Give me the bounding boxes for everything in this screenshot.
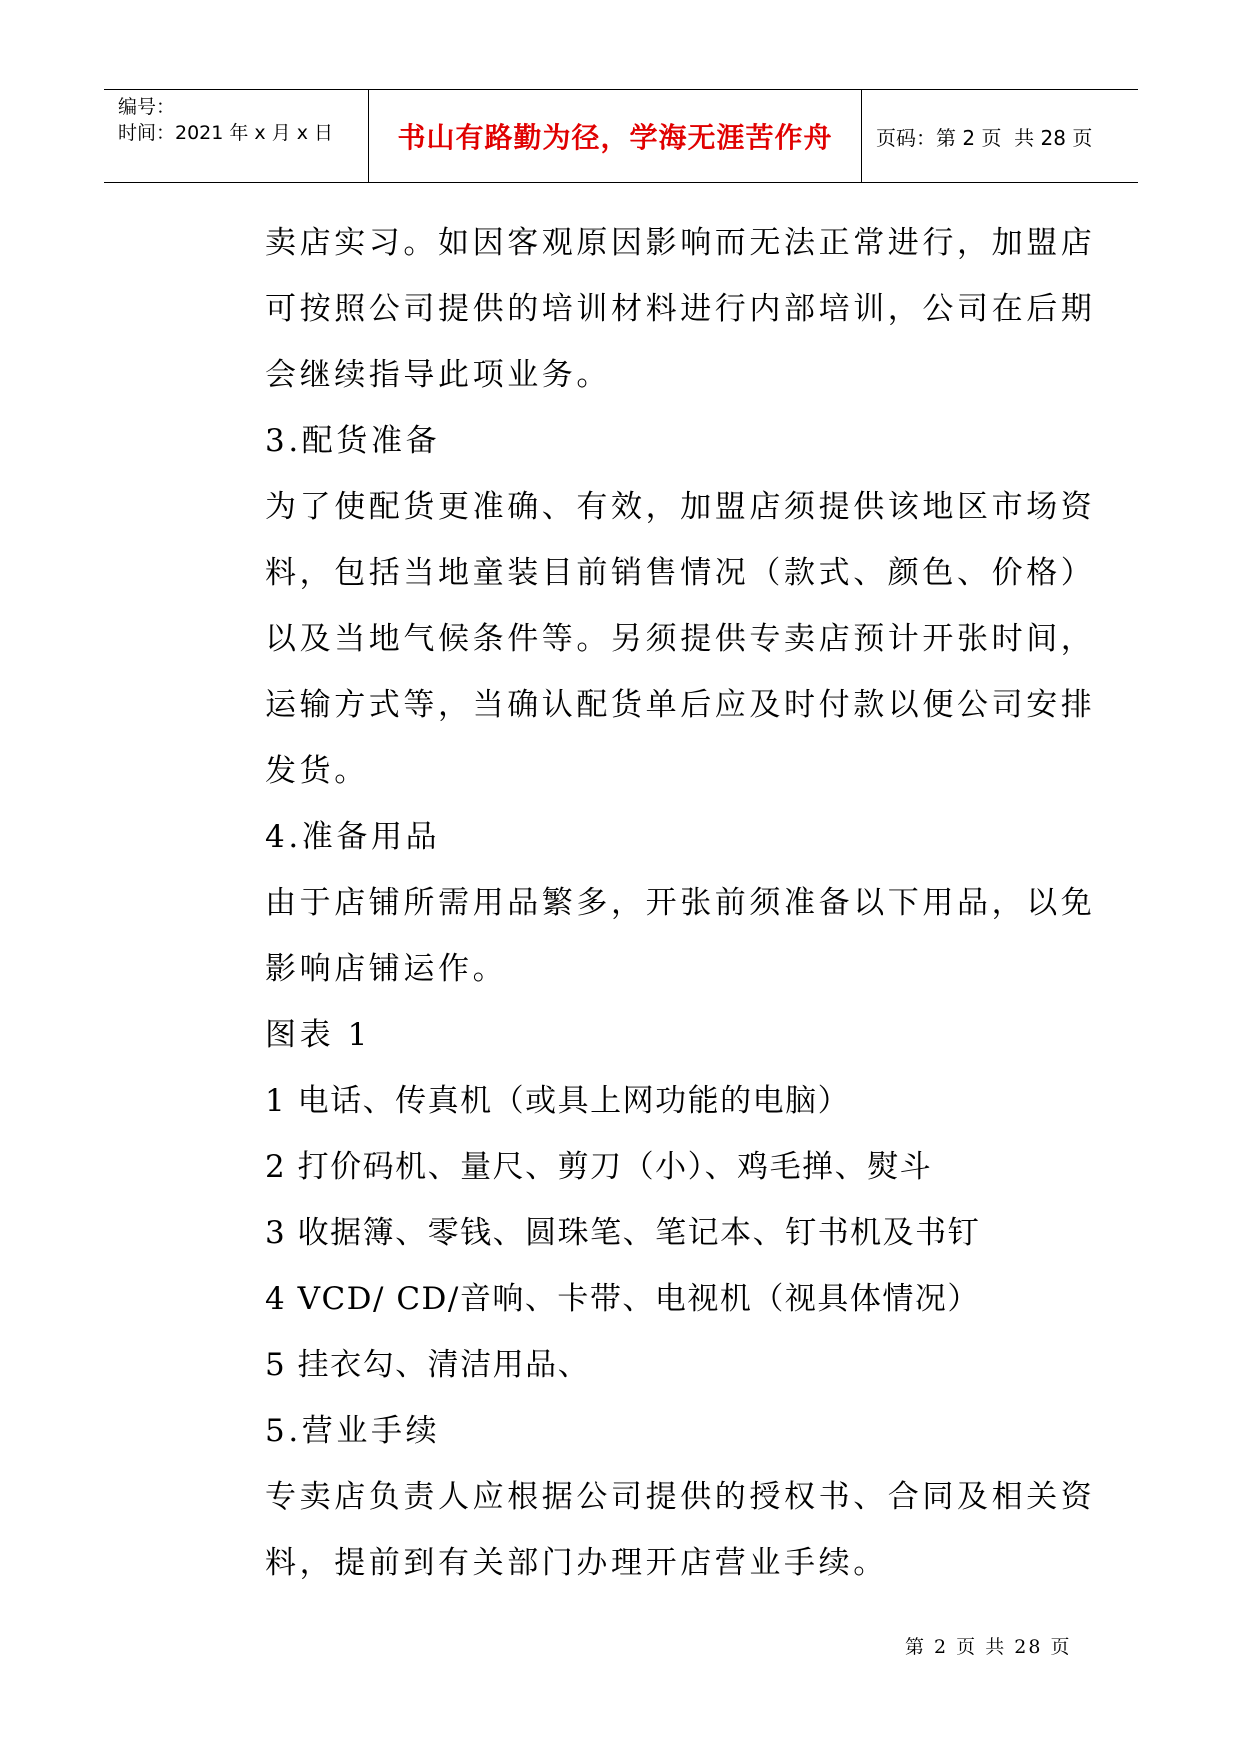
- list-item: 1 电话、传真机（或具上网功能的电脑）: [265, 1083, 851, 1119]
- section-heading: 5.营业手续: [265, 1413, 441, 1449]
- body-line: 由于店铺所需用品繁多，开张前须准备以下用品，以免: [265, 885, 1096, 921]
- body-line: 为了使配货更准确、有效，加盟店须提供该地区市场资: [265, 489, 1096, 525]
- list-item: 4 VCD/ CD/音响、卡带、电视机（视具体情况）: [265, 1281, 980, 1317]
- section-heading: 4.准备用品: [265, 819, 441, 855]
- document-body: [265, 210, 1096, 1596]
- header-meta: [104, 90, 369, 182]
- list-item: 2 打价码机、量尺、剪刀（小）、鸡毛掸、熨斗: [265, 1149, 933, 1185]
- body-line: 以及当地气候条件等。另须提供专卖店预计开张时间，: [265, 621, 1096, 657]
- page-header: [104, 89, 1138, 183]
- body-line: 料，包括当地童装目前销售情况（款式、颜色、价格）: [265, 555, 1096, 591]
- body-line: 会继续指导此项业务。: [265, 357, 611, 393]
- body-line: 可按照公司提供的培训材料进行内部培训，公司在后期: [265, 291, 1096, 327]
- header-page-info-text: 页码：第 2 页 共 28 页: [876, 125, 1093, 150]
- section-heading: 3.配货准备: [265, 423, 441, 459]
- header-page-info: [862, 90, 1138, 182]
- body-line: 发货。: [265, 753, 369, 789]
- list-item: 5 挂衣勾、清洁用品、: [265, 1347, 591, 1383]
- document-number-label: 编号：: [118, 96, 176, 118]
- document-time-label: 时间：2021 年 x 月 x 日: [118, 122, 334, 144]
- header-motto: 书山有路勤为径，学海无涯苦作舟: [369, 90, 862, 182]
- list-item: 3 收据簿、零钱、圆珠笔、笔记本、钉书机及书钉: [265, 1215, 981, 1251]
- body-line: 运输方式等，当确认配货单后应及时付款以便公司安排: [265, 687, 1096, 723]
- page-footer: 第 2 页 共 28 页: [905, 1636, 1072, 1658]
- figure-caption: 图表 1: [265, 1017, 371, 1053]
- body-line: 影响店铺运作。: [265, 951, 508, 987]
- body-line: 料，提前到有关部门办理开店营业手续。: [265, 1545, 888, 1581]
- body-line: 卖店实习。如因客观原因影响而无法正常进行，加盟店: [265, 225, 1096, 261]
- body-line: 专卖店负责人应根据公司提供的授权书、合同及相关资: [265, 1479, 1096, 1515]
